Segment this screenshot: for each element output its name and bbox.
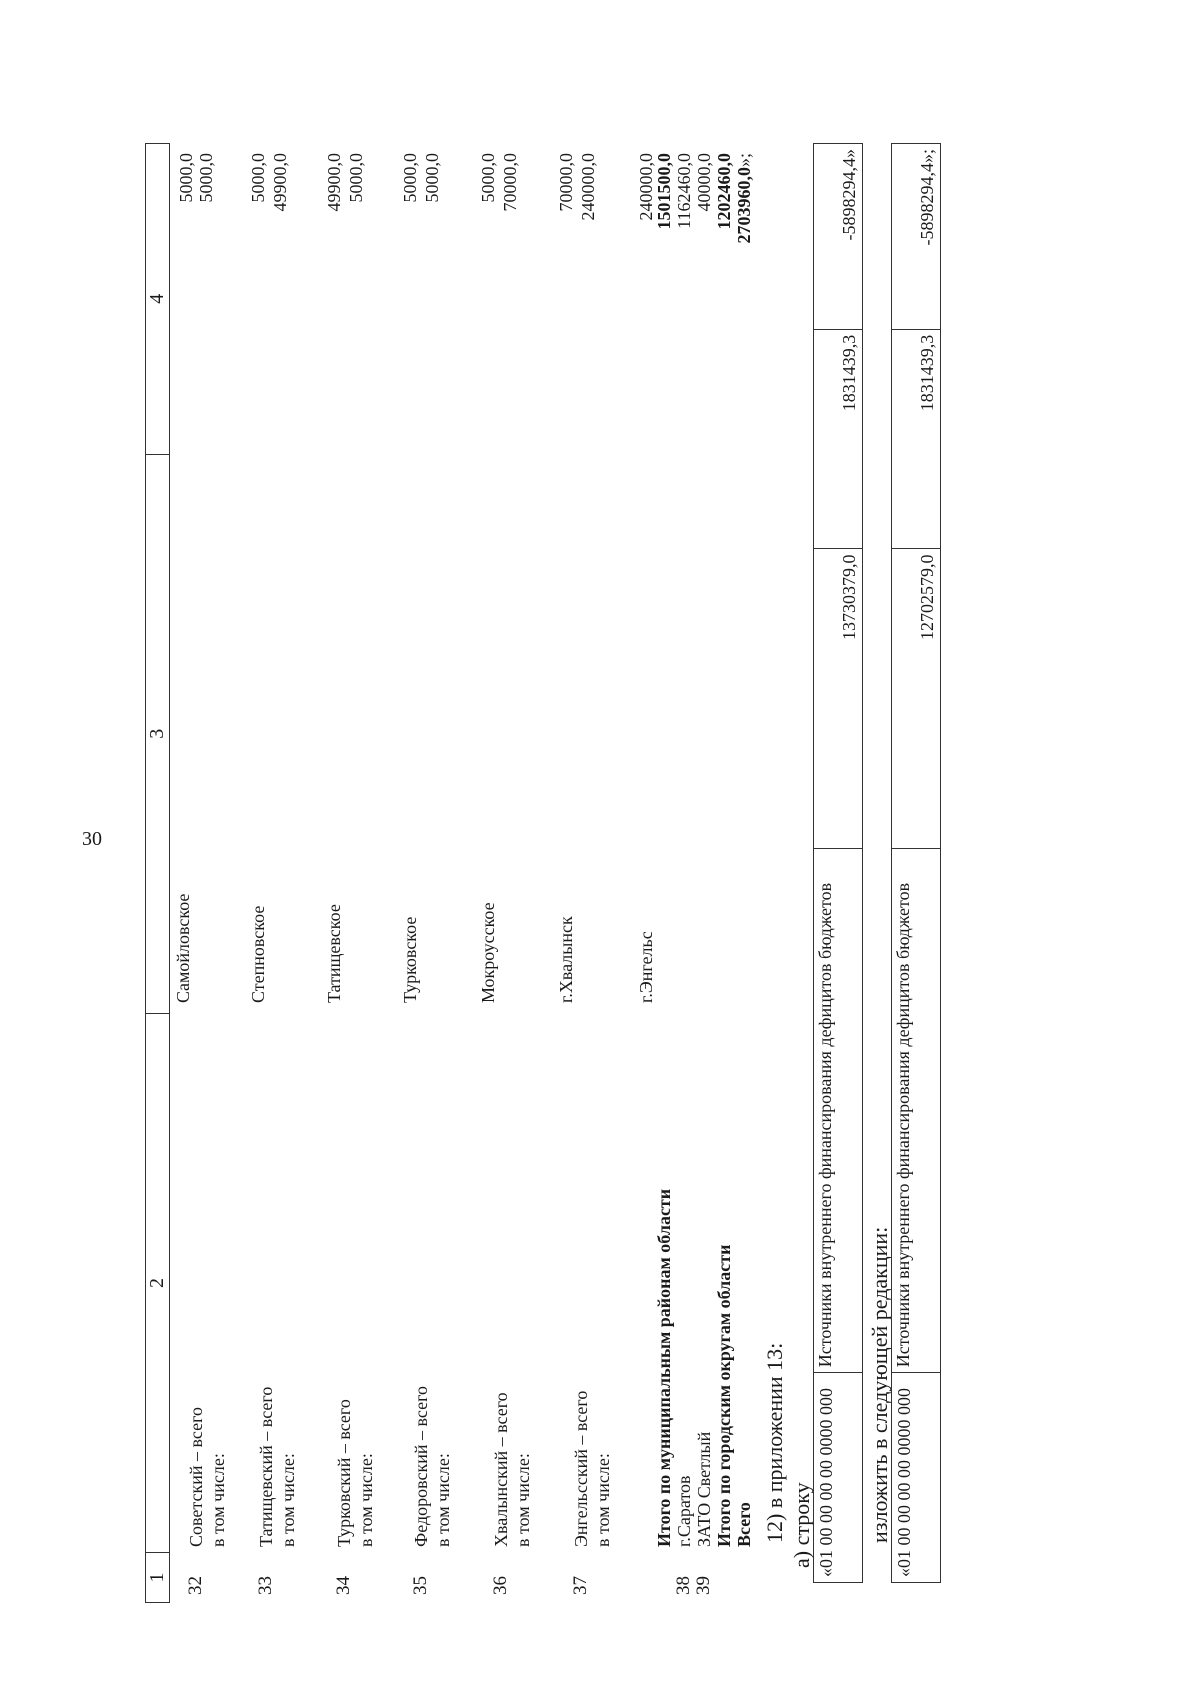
settlement-name: Татищевское xyxy=(324,904,344,1003)
district-name: Федоровский – всего xyxy=(411,1385,431,1547)
value: 5000,0 xyxy=(196,153,216,203)
section-sub-a: а) строку xyxy=(789,1482,814,1568)
old-row-name: Источники внутреннего финансирования дефицитов бюджетов xyxy=(814,848,862,1372)
value: 5000,0 xyxy=(176,153,196,203)
grand-total-number: 2703960,0 xyxy=(734,167,754,244)
row-number: 32 xyxy=(185,1576,206,1595)
settlement-name: Мокроусское xyxy=(478,902,498,1003)
old-row-table xyxy=(813,143,863,1583)
settlement-name: г.Энгельс xyxy=(636,931,656,1003)
old-row-value-2: 1831439,3 xyxy=(814,329,862,549)
value: 5000,0 xyxy=(422,153,442,203)
new-row-table xyxy=(891,143,941,1583)
page-number: 30 xyxy=(82,828,102,850)
row-number: 35 xyxy=(410,1576,431,1595)
row-number: 34 xyxy=(333,1576,354,1595)
header-col-2: 2 xyxy=(146,1013,169,1552)
value: 1162460,0 xyxy=(674,153,694,229)
grand-total-value xyxy=(733,153,755,453)
settlement-name: Самойловское xyxy=(173,893,193,1003)
subheading: в том числе: xyxy=(513,1453,533,1547)
district-name: Хвалынский – всего xyxy=(491,1392,511,1547)
total-value-districts: 1501500,0 xyxy=(654,153,674,230)
header-col-1: 1 xyxy=(146,1552,169,1602)
total-value-city-districts: 1202460,0 xyxy=(714,153,734,230)
new-row-value-2: 1831439,3 xyxy=(892,329,940,549)
settlement-name: г.Хвалынск xyxy=(556,916,576,1003)
new-row-code: «01 00 00 00 00 0000 000 xyxy=(892,1372,940,1582)
value: 70000,0 xyxy=(500,153,520,212)
value: 40000,0 xyxy=(694,153,714,212)
old-row-value-1: 13730379,0 xyxy=(814,548,862,848)
total-label-city-districts: Итого по городским округам области xyxy=(714,1244,734,1547)
value: 5000,0 xyxy=(248,153,268,203)
value: 49900,0 xyxy=(270,153,290,212)
grand-total-label: Всего xyxy=(734,1502,754,1547)
new-row-name: Источники внутреннего финансирования дефицитов бюджетов xyxy=(892,848,940,1372)
section-between-text: изложить в следующей редакции: xyxy=(867,1226,892,1543)
district-name: Татищевский – всего xyxy=(256,1386,276,1547)
value: 5000,0 xyxy=(346,153,366,203)
value: 240000,0 xyxy=(578,153,598,221)
value: 5000,0 xyxy=(478,153,498,203)
row-number: 33 xyxy=(255,1576,276,1595)
subheading: в том числе: xyxy=(208,1453,228,1547)
settlement-name: Турковское xyxy=(400,916,420,1003)
old-row-value-3: -5898294,4» xyxy=(839,148,859,241)
value: 240000,0 xyxy=(636,153,656,221)
table-header xyxy=(145,143,170,1603)
district-name: Турковский – всего xyxy=(334,1399,354,1547)
header-col-4: 4 xyxy=(146,293,168,304)
row-number: 38 xyxy=(673,1576,694,1595)
settlement-name: Степновское xyxy=(248,905,268,1003)
old-row-code: «01 00 00 00 00 0000 000 xyxy=(814,1372,862,1582)
new-row-value-3: -5898294,4»; xyxy=(917,148,937,246)
section-heading: 12) в приложении 13: xyxy=(762,1342,787,1543)
value: 49900,0 xyxy=(324,153,344,212)
district-name: Советский – всего xyxy=(186,1406,206,1547)
row-number: 36 xyxy=(490,1576,511,1595)
total-label-districts: Итого по муниципальным районам области xyxy=(654,1188,674,1547)
row-number: 39 xyxy=(693,1576,714,1595)
rotated-page-content xyxy=(145,143,937,1603)
value: 5000,0 xyxy=(400,153,420,203)
new-row-value-1: 12702579,0 xyxy=(892,548,940,848)
header-col-3: 3 xyxy=(146,454,169,1013)
subheading: в том числе: xyxy=(278,1453,298,1547)
city-name: г.Саратов xyxy=(674,1475,694,1547)
subheading: в том числе: xyxy=(593,1453,613,1547)
value: 70000,0 xyxy=(556,153,576,212)
subheading: в том числе: xyxy=(356,1453,376,1547)
city-name: ЗАТО Светлый xyxy=(694,1431,714,1547)
district-name: Энгельсский – всего xyxy=(571,1390,591,1547)
row-number: 37 xyxy=(570,1576,591,1595)
subheading: в том числе: xyxy=(433,1453,453,1547)
grand-total-suffix: »; xyxy=(734,153,754,168)
